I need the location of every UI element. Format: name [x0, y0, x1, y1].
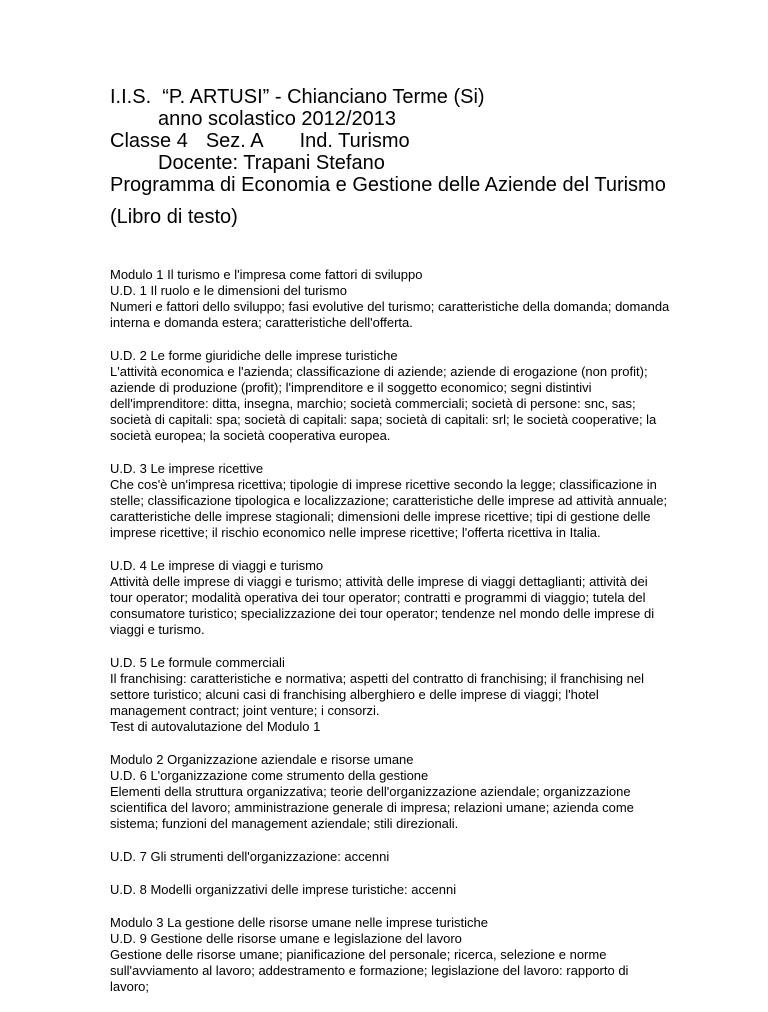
- program-line: società di capitali: spa; società di capitali: sapa; società di capitali: srl; le società cooperative; la: [110, 412, 657, 427]
- program-block: [110, 655, 670, 735]
- program-block: [110, 752, 670, 832]
- program-line: U.D. 9 Gestione delle risorse umane e legislazione del lavoro: [110, 931, 462, 946]
- teacher-line: Docente: Trapani Stefano: [158, 152, 385, 174]
- program-line: U.D. 8 Modelli organizzativi delle imprese turistiche: accenni: [110, 882, 457, 897]
- program-line: U.D. 3 Le imprese ricettive: [110, 461, 264, 476]
- program-line: imprese ricettive; il rischio economico nelle imprese ricettive; l'offerta ricettiva in Italia.: [110, 525, 601, 540]
- program-line: scientifica del lavoro; amministrazione generale di impresa; relazioni umane; azienda come: [110, 800, 634, 815]
- program-line: Modulo 1 Il turismo e l'impresa come fattori di sviluppo: [110, 267, 423, 282]
- school-year-line: anno scolastico 2012/2013: [158, 108, 396, 130]
- program-line: tour operator; modalità operativa dei tour operator; contratti e programmi di viaggio; tutela del: [110, 590, 646, 605]
- program-line: stelle; classificazione tipologica e localizzazione; caratteristiche delle imprese ad attività annuale;: [110, 493, 668, 508]
- program-line: management contract; joint venture; i consorzi.: [110, 703, 380, 718]
- program-line: dell'imprenditore: ditta, insegna, marchio; società commerciali; società di persone: snc, sas;: [110, 396, 636, 411]
- program-line: interna e domanda estera; caratteristiche dell'offerta.: [110, 315, 413, 330]
- program-line: Test di autovalutazione del Modulo 1: [110, 719, 321, 734]
- program-line: Modulo 3 La gestione delle risorse umane nelle imprese turistiche: [110, 915, 488, 930]
- program-line: società europea; la società cooperativa europea.: [110, 428, 391, 443]
- program-line: U.D. 1 Il ruolo e le dimensioni del turismo: [110, 283, 347, 298]
- program-block: [110, 882, 670, 898]
- school-line: I.I.S. “P. ARTUSI” - Chianciano Terme (Si): [110, 86, 485, 108]
- program-block: [110, 348, 670, 444]
- program-line: aziende di produzione (profit); l'imprenditore e il soggetto economico; segni distintivi: [110, 380, 592, 395]
- program-line: U.D. 7 Gli strumenti dell'organizzazione: accenni: [110, 849, 390, 864]
- section-label: Sez. A: [205, 130, 264, 152]
- program-line: Attività delle imprese di viaggi e turismo; attività delle imprese di viaggi dettaglianti; attività dei: [110, 574, 648, 589]
- document-body: [110, 267, 670, 1012]
- program-line: caratteristiche delle imprese stagionali; dimensioni delle imprese ricettive; tipi di gestione delle: [110, 509, 651, 524]
- program-line: Il franchising: caratteristiche e normativa; aspetti del contratto di franchising; il franchising nel: [110, 671, 644, 686]
- program-line: viaggi e turismo.: [110, 622, 205, 637]
- program-line: sistema; funzioni del management aziendale; stili direzionali.: [110, 816, 459, 831]
- program-block: [110, 461, 670, 541]
- program-block: [110, 267, 670, 331]
- program-line: Che cos'è un'impresa ricettiva; tipologie di imprese ricettive secondo la legge; classificazione in: [110, 477, 657, 492]
- program-line: settore turistico; alcuni casi di franchising alberghiero e delle imprese di viaggi; l'hotel: [110, 687, 599, 702]
- program-block: [110, 558, 670, 638]
- program-line: Gestione delle risorse umane; pianificazione del personale; ricerca, selezione e norme: [110, 947, 607, 962]
- class-line: [110, 130, 750, 152]
- program-line: U.D. 4 Le imprese di viaggi e turismo: [110, 558, 324, 573]
- program-line: U.D. 5 Le formule commerciali: [110, 655, 285, 670]
- program-line: L'attività economica e l'azienda; classificazione di aziende; aziende di erogazione (non profit);: [110, 364, 648, 379]
- course-label: Ind. Turismo: [299, 130, 410, 152]
- textbook-subtitle: (Libro di testo): [110, 206, 238, 228]
- program-line: Modulo 2 Organizzazione aziendale e risorse umane: [110, 752, 414, 767]
- class-label: Classe 4: [110, 130, 188, 152]
- program-line: U.D. 6 L'organizzazione come strumento della gestione: [110, 768, 429, 783]
- program-line: Elementi della struttura organizzativa; teorie dell'organizzazione aziendale; organizzazione: [110, 784, 631, 799]
- program-line: consumatore turistico; specializzazione dei tour operator; tendenze nel mondo delle imprese di: [110, 606, 655, 621]
- program-line: sull'avviamento al lavoro; addestramento e formazione; legislazione del lavoro: rapporto di lavoro;: [110, 963, 629, 994]
- program-line: Numeri e fattori dello sviluppo; fasi evolutive del turismo; caratteristiche della domanda; domanda: [110, 299, 670, 314]
- document-header: [110, 86, 750, 196]
- program-block: [110, 915, 670, 995]
- program-block: [110, 849, 670, 865]
- program-title: Programma di Economia e Gestione delle Aziende del Turismo: [110, 174, 666, 196]
- program-line: U.D. 2 Le forme giuridiche delle imprese turistiche: [110, 348, 398, 363]
